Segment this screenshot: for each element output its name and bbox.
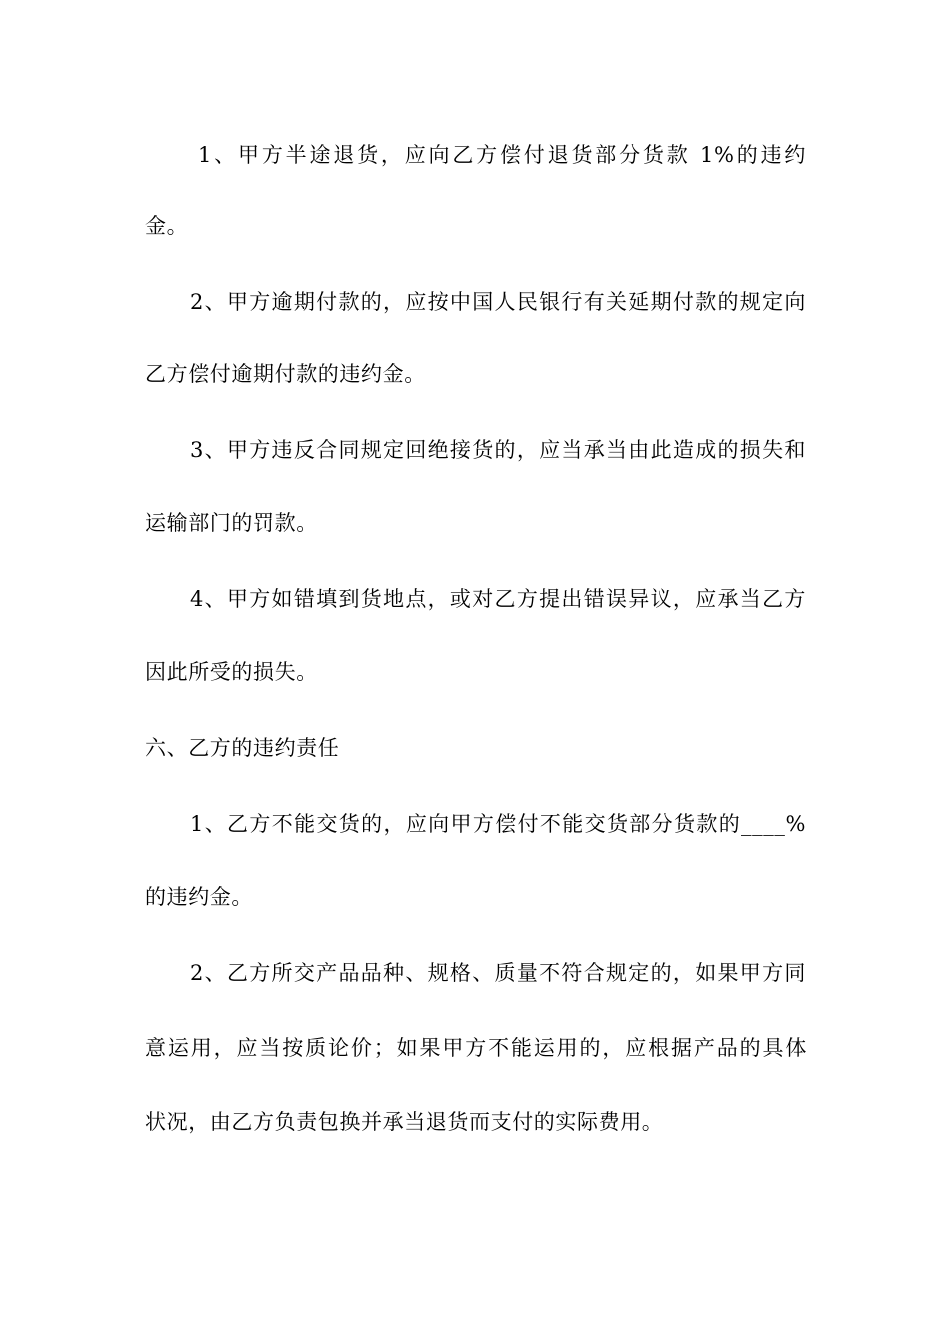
s5-item4-line2: 因此所受的损失。 — [145, 660, 318, 684]
s5-item2-line1: 2、甲方逾期付款的，应按中国人民银行有关延期付款的规定向 — [190, 290, 806, 314]
s5-item4-line1: 4、甲方如错填到货地点，或对乙方提出错误异议，应承当乙方 — [190, 587, 806, 611]
s5-item2-line2: 乙方偿付逾期付款的违约金。 — [145, 362, 426, 386]
s5-item3-line2: 运输部门的罚款。 — [145, 511, 318, 535]
s6-item1-line1: 1、乙方不能交货的，应向甲方偿付不能交货部分货款的____% — [190, 812, 806, 836]
section-6-heading: 六、乙方的违约责任 — [145, 736, 340, 760]
s6-item2-line2: 意运用，应当按质论价；如果甲方不能运用的，应根据产品的具体 — [145, 1036, 807, 1060]
s5-item1-line1: 1、甲方半途退货，应向乙方偿付退货部分货款 1%的违约 — [198, 143, 806, 167]
s6-item2-line1: 2、乙方所交产品品种、规格、质量不符合规定的，如果甲方同 — [190, 961, 806, 985]
s5-item1-line2: 金。 — [145, 214, 189, 238]
s5-item3-line1: 3、甲方违反合同规定回绝接货的，应当承当由此造成的损失和 — [190, 438, 806, 462]
s6-item2-line3: 状况，由乙方负责包换并承当退货而支付的实际费用。 — [145, 1110, 664, 1134]
s6-item1-line2: 的违约金。 — [145, 885, 253, 909]
